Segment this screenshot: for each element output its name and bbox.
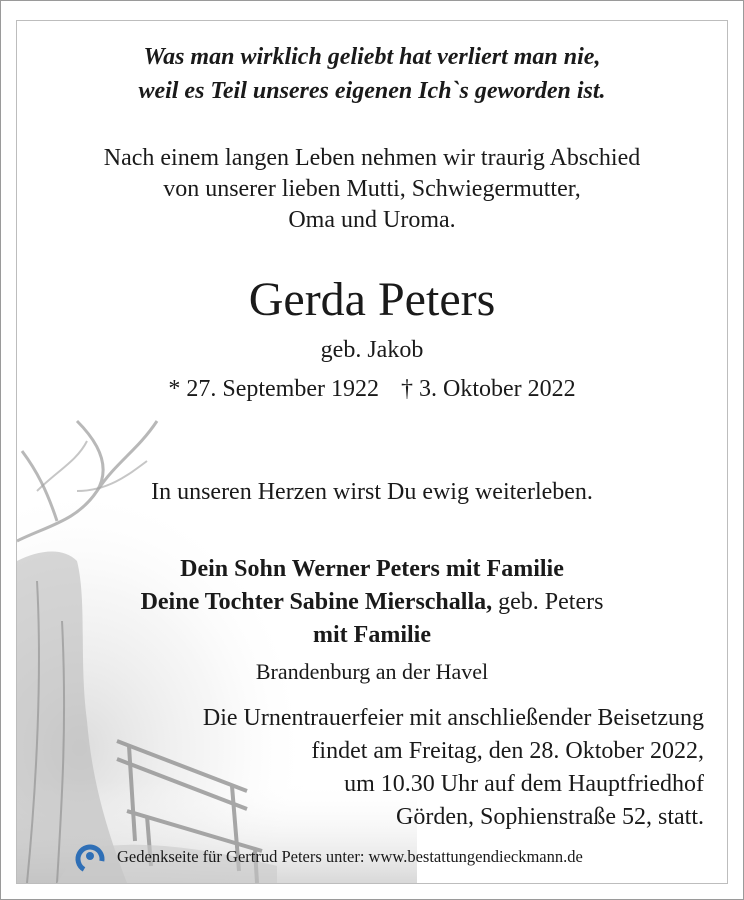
mourner-line — [0, 553, 744, 586]
intro-line: Oma und Uroma. — [288, 207, 456, 233]
service-line: um 10.30 Uhr auf dem Hauptfriedhof — [344, 771, 704, 797]
mourner-son: Dein Sohn Werner Peters mit Familie — [180, 556, 564, 582]
intro-line: von unserer lieben Mutti, Schwiegermutter, — [163, 176, 581, 202]
service-line: findet am Freitag, den 28. Oktober 2022, — [311, 738, 704, 764]
mourners-place: Brandenburg an der Havel — [255, 659, 489, 684]
funeral-service-info — [203, 702, 704, 834]
death-date: † 3. Oktober 2022 — [400, 376, 576, 402]
birth-name: geb. Jakob — [320, 337, 424, 363]
birth-date: * 27. September 1922 — [168, 376, 379, 402]
motto-line: weil es Teil unseres eigenen Ich`s geworden ist. — [138, 78, 606, 104]
mourner-daughter: Deine Tochter Sabine Mierschalla, — [140, 589, 493, 615]
service-line: Die Urnentrauerfeier mit anschließender Beisetzung — [202, 705, 704, 731]
mourner-family: mit Familie — [313, 622, 431, 648]
memorial-page-link[interactable]: Gedenkseite für Gertrud Peters unter: www.bestattungendieckmann.de — [117, 847, 583, 866]
mourner-daughter-birth-name: geb. Peters — [492, 589, 604, 615]
service-line: Görden, Sophienstraße 52, statt. — [396, 804, 704, 830]
motto-line: Was man wirklich geliebt hat verliert man nie, — [143, 44, 601, 70]
deceased-name: Gerda Peters — [248, 273, 496, 326]
life-dates — [0, 372, 744, 406]
remembrance-line: In unseren Herzen wirst Du ewig weiterleben. — [151, 479, 593, 505]
mourner-line — [0, 586, 744, 619]
motto-quote — [0, 40, 744, 108]
intro-text — [0, 143, 744, 236]
mourner-line — [0, 619, 744, 652]
intro-line: Nach einem langen Leben nehmen wir traurig Abschied — [103, 145, 641, 171]
memorial-logo-icon — [74, 843, 106, 875]
mourners-block — [0, 553, 744, 652]
